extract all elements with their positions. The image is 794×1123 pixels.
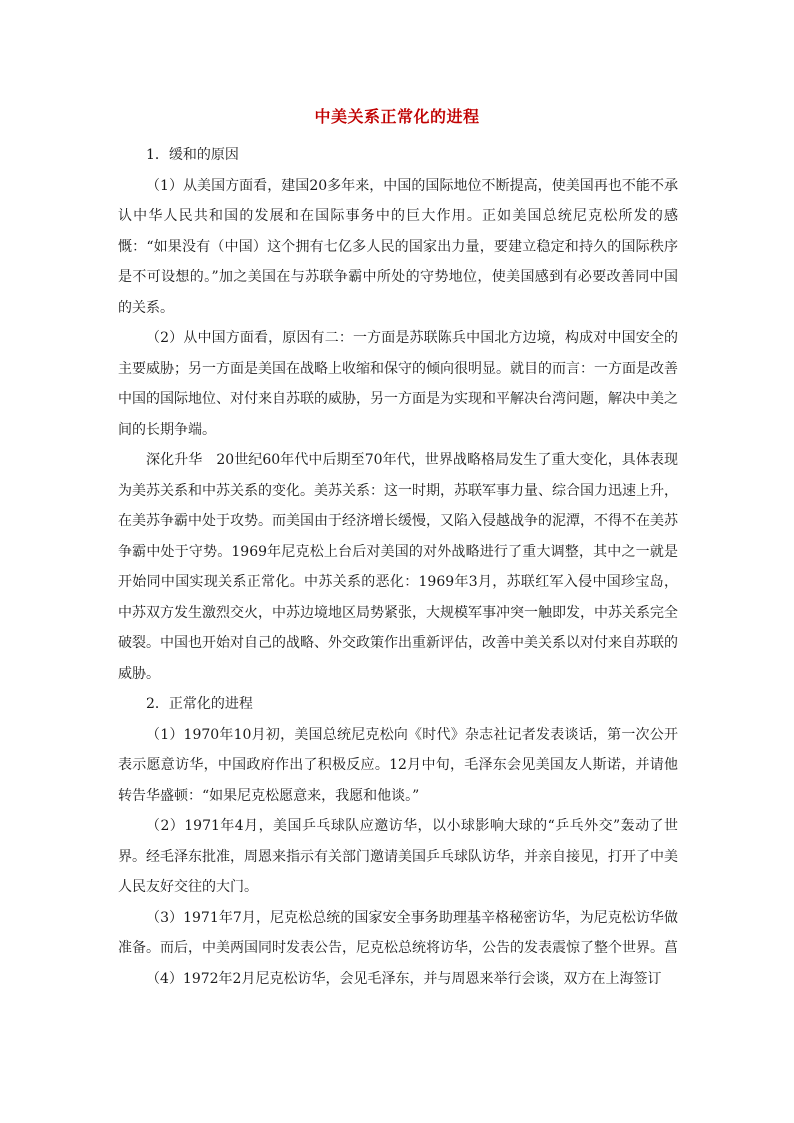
paragraph-deepening: 深化升华 20世纪60年代中后期至70年代，世界战略格局发生了重大变化，具体表现为美苏关系和中苏关系的变化。美苏关系：这一时期，苏联军事力量、综合国力迅速上升，在美苏争霸中处于攻势。而美国由于经济增长缓慢，又陷入侵越战争的泥潭，不得不在美苏争霸中处于守势。1969年尼克松上台后对美国的对外战略进行了重大调整，其中之一就是开始同中国实现关系正常化。中苏关系的恶化：1969年3月，苏联红军入侵中国珍宝岛，中苏双方发生激烈交火，中苏边境地区局势紧张，大规模军事冲突一触即发，中苏关系完全破裂。中国也开始对自己的战略、外交政策作出重新评估，改善中美关系以对付来自苏联的威胁。 xyxy=(118,452,678,682)
paragraph-process-2: （2）1971年4月，美国乒乓球队应邀访华，以小球影响大球的“乒乓外交”轰动了世界。经毛泽东批准，周恩来指示有关部门邀请美国乒乓球队访华，并亲自接见，打开了中美人民友好交往的大门。 xyxy=(118,818,678,895)
section-heading-process: 2．正常化的进程 xyxy=(146,696,253,712)
paragraph-process-4: （4）1972年2月尼克松访华，会见毛泽东，并与周恩来举行会谈，双方在上海签订 xyxy=(146,970,662,987)
document-body xyxy=(118,140,678,994)
paragraph-process-3: （3）1971年7月，尼克松总统的国家安全事务助理基辛格秘密访华，为尼克松访华做准备。而后，中美两国同时发表公告，尼克松总统将访华，公告的发表震惊了整个世界。菖 xyxy=(118,909,678,956)
paragraph-us-side: （1）从美国方面看，建国20多年来，中国的国际地位不断提高，使美国再也不能不承认中华人民共和国的发展和在国际事务中的巨大作用。正如美国总统尼克松所发的感慨：“如果没有（中国）这个拥有七亿多人民的国家出力量，要建立稳定和持久的国际秩序是不可设想的。”加之美国在与苏联争霸中所处的守势地位，使美国感到有必要改善同中国的关系。 xyxy=(118,177,678,316)
section-heading-causes: 1．缓和的原因 xyxy=(146,147,239,163)
document-title: 中美关系正常化的进程 xyxy=(314,107,480,126)
paragraph-china-side: （2）从中国方面看，原因有二：一方面是苏联陈兵中国北方边境，构成对中国安全的主要威胁；另一方面是美国在战略上收缩和保守的倾向很明显。就目的而言：一方面是改善中国的国际地位、对付来自苏联的威胁，另一方面是为实现和平解决台湾问题，解决中美之间的长期争端。 xyxy=(118,330,678,438)
paragraph-process-1: （1）1970年10月初，美国总统尼克松向《时代》杂志社记者发表谈话，第一次公开表示愿意访华，中国政府作出了积极反应。12月中旬，毛泽东会见美国友人斯诺，并请他转告华盛顿：“如果尼克松愿意来，我愿和他谈。” xyxy=(118,726,678,804)
